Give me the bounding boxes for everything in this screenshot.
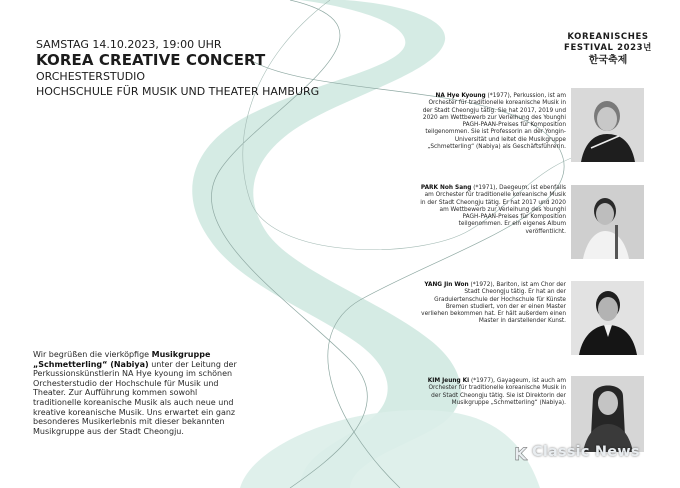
concert-title: KOREA CREATIVE CONCERT — [36, 51, 266, 69]
concert-header — [36, 37, 366, 99]
artist-bio-3 — [420, 282, 566, 326]
artist-text-1: (*1977), Perkussion, ist am Orchester für traditionelle koreanische Musik in der Stadt Cheongju tätig. Sie hat 2017, 2019 und 2020 am Wettbewerb zur Verleihung des Younghi PAGH-PAAN-Preises für Komposition teilgenommen. Sie ist Professorin an der Yongin-Universität und leitet die Musikgruppe „Schmetterling“ (Nabiya) als Geschäftsführerin. — [422, 93, 566, 151]
svg-text:K: K — [514, 445, 528, 465]
watermark-text: Classic News — [532, 444, 640, 460]
artist-photo-4 — [571, 376, 644, 452]
intro-paragraph — [33, 350, 237, 436]
artist-bio-2 — [420, 185, 566, 236]
artist-photo-2 — [571, 185, 644, 259]
festival-label — [563, 32, 653, 67]
artist-name-2: PARK Noh Sang — [420, 185, 472, 191]
watermark-logo-icon — [512, 443, 532, 465]
ribbon-tail — [240, 410, 540, 488]
group-name: Musikgruppe „Schmetterling“ (Nabiya) — [33, 350, 211, 369]
artist-name-4: KIM Jeung Ki — [427, 378, 470, 384]
artist-name-3: YANG Jin Won — [424, 282, 469, 288]
artist-text-3: (*1972), Bariton, ist am Chor der Stadt Cheongju tätig. Er hat an der Graduiertenschule der Hochschule für Künste Bremen studiert, von der er einen Master verliehen bekommen hat. Er hält außerdem einen Master in darstellender Kunst. — [421, 282, 566, 325]
festival-line-2: FESTIVAL 2023년 — [564, 43, 652, 53]
artist-name-1: NA Hye Kyoung — [435, 93, 486, 99]
venue-line-2: HOCHSCHULE FÜR MUSIK UND THEATER HAMBURG — [36, 85, 320, 98]
date-line: SAMSTAG 14.10.2023, 19:00 UHR — [36, 38, 222, 51]
watermark — [512, 443, 670, 465]
intro-part-1: Wir begrüßen die vierköpfige — [33, 350, 152, 359]
artist-photo-1 — [571, 88, 644, 162]
festival-line-3: 한국축제 — [588, 55, 628, 66]
artist-text-4: (*1977), Gayageum, ist auch am Orchester für traditionelle koreanische Musik in der Stadt Cheongju tätig. Sie ist Direktorin der Musikgruppe „Schmetterling“ (Nabiya). — [428, 378, 566, 406]
venue-line-1: ORCHESTERSTUDIO — [36, 70, 146, 83]
artist-photo-3 — [571, 281, 644, 355]
artist-bio-1 — [420, 93, 566, 151]
artist-text-2: (*1971), Daegeum, ist ebenfalls am Orchester für traditionelle koreanische Musik in der Stadt Cheongju tätig. Er hat 2017 und 2020 am Wettbewerb zur Verleihung des Younghi PAGH-PAAN-Preises für Komposition teilgenommen. Er ein eigenes Album veröffentlicht. — [420, 185, 566, 235]
artist-bio-4 — [420, 378, 566, 407]
intro-part-2: unter der Leitung der Perkussionskünstlerin NA Hye kyoung im schönen Orchesterstudio der Hochschule für Musik und Theater. Zur Aufführung kommen sowohl traditionelle koreanische Musik als auch neue und kreative koreanische Musik. Uns erwartet ein ganz besonderes Musikerlebnis mit dieser bekannten Musikgruppe aus der Stadt Cheongju. — [33, 359, 237, 436]
festival-line-1: KOREANISCHES — [567, 32, 649, 42]
